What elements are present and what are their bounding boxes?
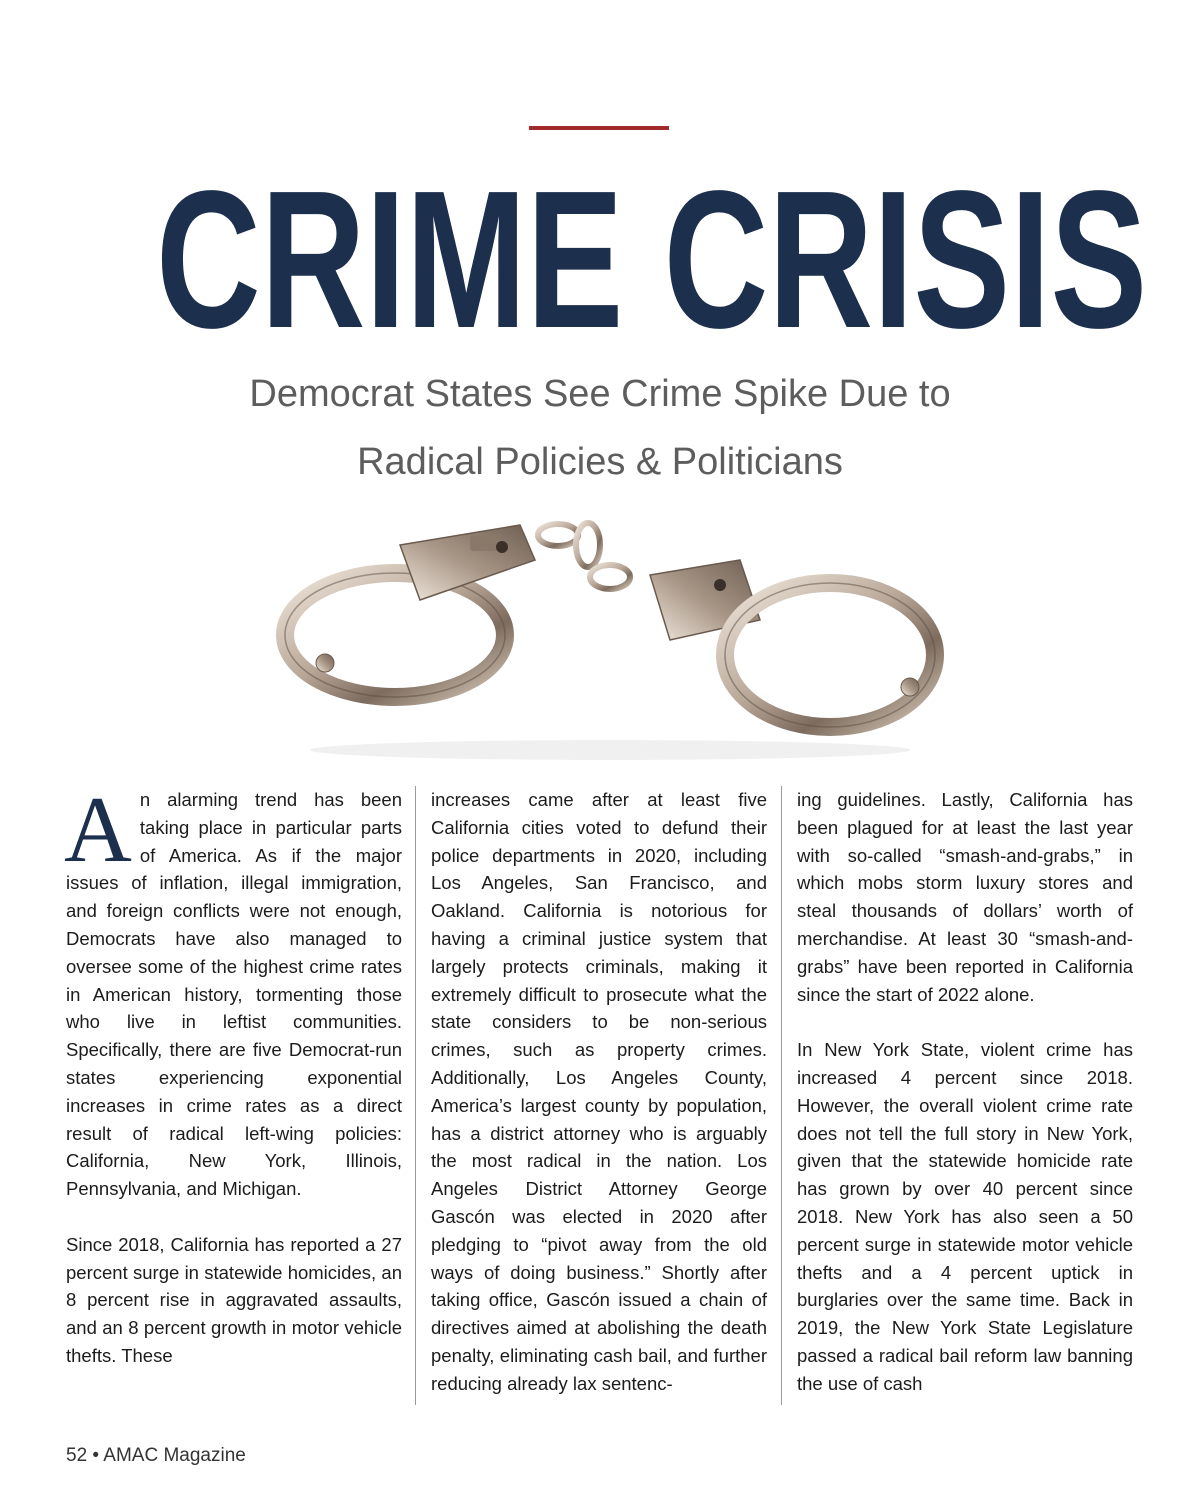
subtitle-line-1: Democrat States See Crime Spike Due to — [249, 373, 951, 415]
column-divider — [415, 786, 416, 1405]
subtitle-line-2: Radical Policies & Politicians — [357, 441, 843, 483]
page-footer: 52 • AMAC Magazine — [66, 1445, 246, 1466]
article-column-2 — [431, 786, 767, 1425]
article-paragraph: Since 2018, California has reported a 27 percent surge in statewide homicides, an 8 percent rise in aggravated assaults, and an 8 percent growth in motor vehicle thefts. These — [66, 1233, 402, 1366]
article-paragraph: An alarming trend has been taking place in particular parts of America. As if the major issues of inflation, illegal immigration, and foreign conflicts were not enough, Democrats have also managed to oversee some of the highest crime rates in American history, tormenting those who live in leftist communities. Specifically, there are five Democrat-run states experiencing exponential increases in crime rates as a direct result of radical left-wing policies: California, New York, Illinois, Pennsylvania, and Michigan. — [64, 778, 402, 1200]
article-paragraph: increases came after at least five California cities voted to defund their police departments in 2020, including Los Angeles, San Francisco, and Oakland. California is notorious for having a criminal justice system that largely protects criminals, making it extremely difficult to prosecute what the state considers to be non-serious crimes, such as property crimes. Additionally, Los Angeles County, America’s largest county by population, has a district attorney who is arguably the most radical in the nation. Los Angeles District Attorney George Gascón was elected in 2020 after pledging to “pivot away from the old ways of doing business.” Shortly after taking office, Gascón issued a chain of directives aimed at abolishing the death penalty, eliminating cash bail, and further reducing already lax sentenc- — [431, 789, 767, 1394]
article-paragraph: ing guidelines. Lastly, California has been plagued for at least the last year with so-called “smash-and-grabs,” in which mobs storm luxury stores and steal thousands of dollars’ worth of merchandise. At least 30 “smash-and-grabs” have been reported in California since the start of 2022 alone. — [797, 789, 1133, 1005]
article-column-1 — [64, 778, 402, 1398]
subtitle — [0, 360, 1200, 496]
drop-cap: A — [64, 778, 132, 882]
column-divider — [781, 786, 782, 1405]
handcuffs-image — [270, 505, 950, 770]
accent-rule — [529, 126, 669, 130]
article-column-3 — [797, 786, 1133, 1425]
article-paragraph: In New York State, violent crime has increased 4 percent since 2018. However, the overall violent crime rate does not tell the full story in New York, given that the statewide homicide rate has grown by over 40 percent since 2018. New York has also seen a 50 percent surge in statewide motor vehicle thefts and a 4 percent uptick in burglaries over the same time. Back in 2019, the New York State Legislature passed a radical bail reform law banning the use of cash — [797, 1039, 1133, 1394]
headline: CRIME CRISIS — [156, 150, 1148, 369]
